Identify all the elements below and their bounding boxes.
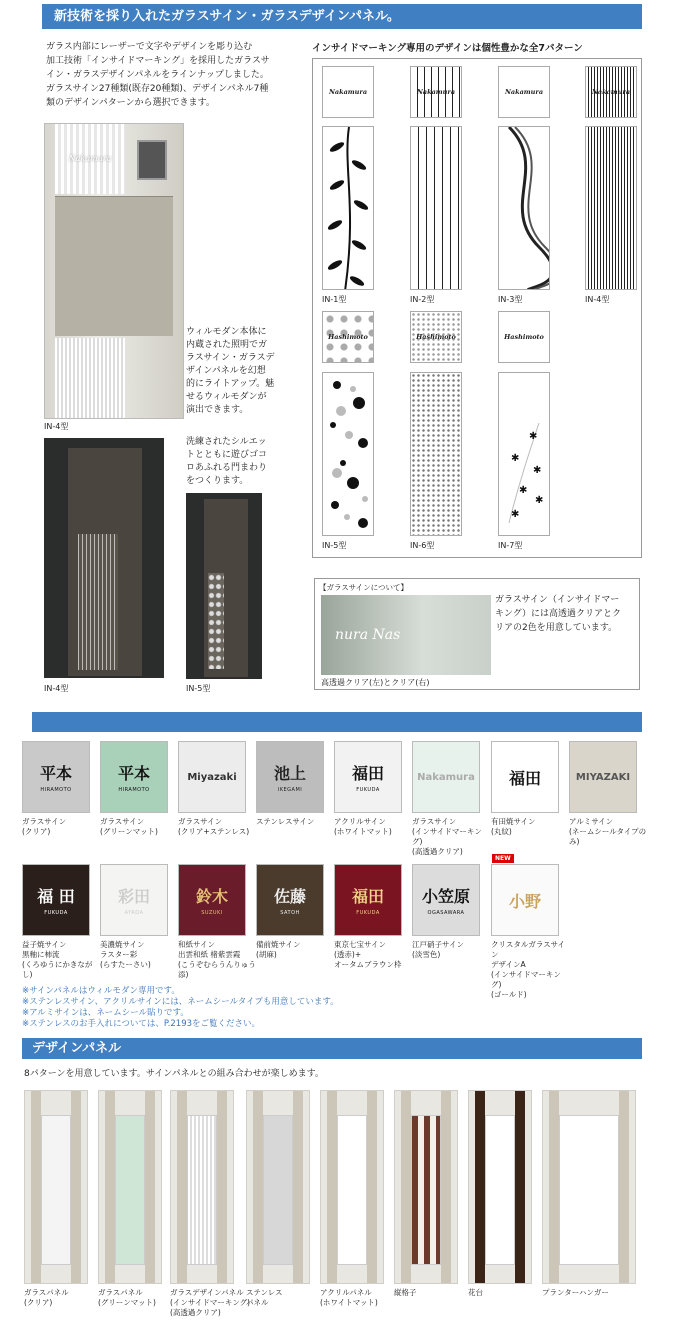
pattern-in3-sign: Nakamura [498,66,550,118]
note-line: ロあふれる門まわり [186,463,268,473]
sign-label-line: (クリア) [22,827,51,836]
sign-label-line: アクリルサイン [334,817,386,826]
sign-label-line: ラスター彩 [100,950,138,959]
glass-sign-title: 【ガラスサインについて】 [319,583,408,592]
sign-label-line: アルミサイン [569,817,614,826]
sign-label-line: (ホワイトマット) [334,827,392,836]
panel-post [217,1091,227,1284]
panel-post [293,1091,303,1284]
sign-sample [412,741,480,813]
note-line: ラスサイン・ガラスデ [186,353,275,363]
design-panel-sample [542,1090,636,1284]
sign-label-line: (インサイドマーキング) [412,827,482,846]
glass-panel-top [55,124,125,194]
intro-line: ガラス内部にレーザーで文字やデザインを彫り込む [46,42,253,52]
leaf-pattern-icon [323,127,374,290]
sign-name-text: 平本 [117,764,150,783]
sign-label-line: 和紙サイン [178,940,215,949]
sign-romaji-text: HIRAMOTO [40,787,72,793]
intro-line: 加工技術「インサイドマーキング」を採用したガラスサ [46,56,270,66]
sign-name-text: 福 田 [37,887,75,906]
panel-post [367,1091,377,1284]
sign-label-line: (ゴールド) [491,990,527,999]
sign-label-line: 出雲和紙 楮紫雲霞 [178,950,241,959]
pattern-in5-sign: Hashimoto [322,311,374,363]
page-header: 新技術を採り入れたガラスサイン・ガラスデザインパネル。 [42,4,642,29]
panel-insert [187,1115,217,1265]
glass-sign-caption: 高透過クリア(左)とクリア(右) [321,678,430,687]
new-badge: NEW [492,854,514,863]
night-photo-in5-caption: IN-5型 [186,684,211,693]
sign-romaji-text: AYADA [124,910,144,916]
note-line: ※サインパネルはウィルモダン専用です。 [22,986,180,996]
mailbox [55,196,173,336]
intro-text [46,40,282,110]
sign-label [334,817,414,837]
pattern-in3-panel [498,126,550,290]
design-panel-label-line: 縦格子 [394,1288,417,1297]
design-panel-label-line: ステンレス [246,1288,283,1297]
sign-name-text: 福田 [508,768,541,788]
panel-insert [115,1115,145,1265]
design-panel-label-line: 花台 [468,1288,483,1297]
design-panel-sample [320,1090,384,1284]
notes [22,986,339,1030]
panel-insert [559,1115,619,1265]
sign-label [178,817,258,837]
pattern-label: IN-3型 [498,295,523,304]
design-panel-label-line: (クリア) [24,1298,53,1307]
note-line: ※ステンレスのお手入れについては、P.2193をご覧ください。 [22,1019,261,1029]
sign-label [412,817,492,857]
sign-name-text: Miyazaki [187,771,237,783]
sign-sample [178,864,246,936]
sign-sample [100,864,168,936]
sign-romaji-text: FUKUDA [44,910,68,916]
intro-line: 類のデザインパターンから選択できます。 [46,98,215,108]
note-line: 洗練されたシルエッ [186,437,267,447]
pattern-label: IN-7型 [498,541,523,550]
sign-label [100,817,180,837]
sign-name-text: 福田 [351,887,384,906]
design-panel-label-line: (グリーンマット) [98,1298,156,1307]
sign-label-line: ガラスサイン [412,817,457,826]
sign-label-line: (らすたーさい) [100,960,151,969]
panel-post [401,1091,411,1284]
sign-label-line: (こうぞむらうんりゅう添) [178,960,256,979]
pattern-in6-sign: Hashimoto [410,311,462,363]
sign-sample [256,741,324,813]
design-panel-label-line: プランターハンガー [542,1288,609,1297]
panel-insert [263,1115,293,1265]
design-panel-title: デザインパネル [22,1038,642,1059]
sign-label-line: (グリーンマット) [100,827,158,836]
panel-post [177,1091,187,1284]
sign-label [100,940,180,970]
panel-insert [485,1115,515,1265]
section-bar [32,712,642,732]
lit-glass-panel [78,534,118,670]
pattern-in2-sign: Nakamura [410,66,462,118]
sign-label [178,940,258,980]
sign-name-text: 佐藤 [273,887,306,906]
pattern-in4-sign: Nakamura [585,66,637,118]
sign-label [22,940,102,980]
pattern-in1-panel [322,126,374,290]
design-panel-label [542,1288,609,1298]
sign-name-text: 鈴木 [195,887,228,906]
sign-label-line: ステンレスサイン [256,817,315,826]
intercom [137,140,167,180]
panel-post [549,1091,559,1284]
design-panel-sample [24,1090,88,1284]
panel-post [475,1091,485,1284]
svg-text:✱: ✱ [529,431,538,442]
sign-label-line: 黒釉に柿流 [22,950,60,959]
sign-sample [256,864,324,936]
sign-label [412,940,492,960]
sign-name-text: 池上 [273,764,306,783]
pattern-in6-panel [410,372,462,536]
svg-text:✱: ✱ [511,509,520,520]
note-line: せるウィルモダンが [186,392,267,402]
main-photo-caption: IN-4型 [44,422,69,431]
pattern-label: IN-1型 [322,295,347,304]
glass-sign-sample-photo: nura Nas [321,595,491,675]
sign-romaji-text: FUKUDA [356,910,380,916]
sign-sample [22,741,90,813]
sign-name-text: 平本 [39,764,72,783]
sign-romaji-text: IKEGAMI [277,787,303,793]
panel-post [515,1091,525,1284]
note-line: をつくります。 [186,476,249,486]
sign-sample [22,864,90,936]
design-panel-sample [98,1090,162,1284]
sign-romaji-text: SUZUKI [201,910,223,916]
panel-post [71,1091,81,1284]
sign-sample [491,741,559,813]
svg-text:✱: ✱ [533,465,542,476]
sign-label-line: ガラスサイン [178,817,223,826]
sign-romaji-text: HIRAMOTO [118,787,150,793]
sign-label-line: オータムブラウン枠 [334,960,402,969]
sign-name-text: Nakamura [417,771,475,783]
intro-line: イン・ガラスデザインパネルをラインナップしました。 [46,70,269,80]
sign-label [569,817,649,847]
sign-label-line: (透赤)+ [334,950,362,959]
panel-insert [337,1115,367,1265]
note-line: 的にライトアップ。魅 [186,379,275,389]
sign-label-line: 美濃焼サイン [100,940,145,949]
design-panel-label [394,1288,417,1298]
pattern-in7-sign: Hashimoto [498,311,550,363]
design-panel-label [468,1288,483,1298]
sign-label-line: (くろゆうにかきながし) [22,960,93,979]
sign-sample [569,741,637,813]
night-photo-in4 [44,438,164,678]
sign-name-text: 彩田 [117,887,150,906]
sign-sample [334,864,402,936]
panel-post [441,1091,451,1284]
sign-label-line: デザインA [491,960,526,969]
wave-pattern-icon [499,127,550,290]
sign-name-text: 小笠原 [421,887,470,906]
design-panel-label [98,1288,156,1308]
design-panel-sample [468,1090,532,1284]
glass-sign-description [495,593,635,635]
pattern-label: IN-4型 [585,295,610,304]
note-line: ※アルミサインは、ネームシール貼りです。 [22,1008,189,1018]
sign-label-line: ガラスサイン [100,817,145,826]
pattern-in7-panel [498,372,550,536]
panel-post [253,1091,263,1284]
lighting-note [186,326,282,417]
design-panel-sample [170,1090,234,1284]
sign-romaji-text: SATOH [280,910,300,916]
sign-label-line: 益子焼サイン [22,940,67,949]
intro-line: ガラスサイン27種類(既存20種類)、デザインパネル7種 [46,84,269,94]
sign-label-line: (淡雪色) [412,950,441,959]
sign-label-line: 東京七宝サイン [334,940,386,949]
sign-name-text: 小野 [508,891,541,911]
design-panel-sample [246,1090,310,1284]
design-panel-label-line: ガラスパネル [98,1288,143,1297]
design-panel-label [320,1288,378,1308]
main-product-photo [44,123,184,419]
pattern-label: IN-2型 [410,295,435,304]
design-panel-label [170,1288,250,1318]
note-line: トとともに遊びゴコ [186,450,268,460]
sign-sample [100,741,168,813]
pattern-in1-sign: Nakamura [322,66,374,118]
dot-pattern-icon [323,373,374,536]
sign-romaji-text: OGASAWARA [427,910,465,916]
svg-text:✱: ✱ [519,485,528,496]
sign-label-line: 備前焼サイン [256,940,301,949]
panel-post [105,1091,115,1284]
note-line: ウィルモダン本体に [186,327,267,337]
pattern-in4-panel [585,126,637,290]
sign-label [491,817,571,837]
patterns-title: インサイドマーキング専用のデザインは個性豊かな全7パターン [312,43,583,54]
svg-text:✱: ✱ [511,453,520,464]
pattern-in5-panel [322,372,374,536]
flower-pattern-icon [499,373,550,536]
design-panel-label-line: ガラスパネル [24,1288,69,1297]
design-panel-label-line: (ホワイトマット) [320,1298,378,1307]
desc-line: キング）には高透過クリアとク [495,609,622,619]
sign-romaji-text: FUKUDA [356,787,380,793]
design-panel-sample [394,1090,458,1284]
glass-sign-info [314,578,640,690]
sign-label [256,817,336,827]
sign-label-line: 有田焼サイン [491,817,536,826]
pattern-label: IN-6型 [410,541,435,550]
sign-sample [491,864,559,936]
panel-post [619,1091,629,1284]
design-panel-label-line: (インサイドマーキング) [170,1298,251,1307]
desc-line: ガラスサイン（インサイドマー [495,595,620,605]
sign-label-line: (胡麻) [256,950,277,959]
sign-label-line: クリスタルガラスサイン [491,940,565,959]
design-panel-label-line: ガラスデザインパネル [170,1288,244,1297]
sign-label [334,940,414,970]
panel-post [145,1091,155,1284]
design-panel-label [246,1288,283,1308]
pattern-in2-panel [410,126,462,290]
sign-name-text: Nakamura [68,154,112,163]
sign-label-line: 江戸硝子サイン [412,940,464,949]
sign-sample [178,741,246,813]
sign-label-line: (丸紋) [491,827,512,836]
night-photo-in4-caption: IN-4型 [44,684,69,693]
svg-text:✱: ✱ [535,495,544,506]
sign-name-text: MIYAZAKI [575,771,631,783]
design-panel-label [24,1288,69,1308]
panel-insert [411,1115,441,1265]
night-photo-in5 [186,493,262,679]
glass-panel-bottom [55,338,125,418]
panel-post [327,1091,337,1284]
desc-line: リアの2色を用意しています。 [495,623,618,633]
design-panel-label-line: アクリルパネル [320,1288,372,1297]
design-panel-subtitle: 8パターンを用意しています。サインパネルとの組み合わせが楽しめます。 [24,1069,324,1079]
sign-label-line: ガラスサイン [22,817,67,826]
panel-insert [41,1115,71,1265]
sign-label-line: (ネームシールタイプのみ) [569,827,647,846]
sign-sample [412,864,480,936]
pattern-label: IN-5型 [322,541,347,550]
sign-label [256,940,336,960]
design-panel-label-line: パネル [246,1298,269,1307]
note-line: 内蔵された照明でガ [186,340,268,350]
sign-label-line: (高透過クリア) [412,847,463,856]
note-line: 演出できます。 [186,405,249,415]
lit-dotted-panel [208,573,224,669]
note-line: ※ステンレスサイン、アクリルサインには、ネームシールタイプも用意しています。 [22,997,339,1007]
design-panel-label-line: (高透過クリア) [170,1308,221,1317]
note-line: ザインパネルを幻想 [186,366,266,376]
sign-name-text: 福田 [351,764,384,783]
sign-label-line: (クリア+ステンレス) [178,827,250,836]
sign-label [22,817,102,837]
panel-post [31,1091,41,1284]
silhouette-note [186,436,286,488]
sign-sample [334,741,402,813]
sign-label-line: (インサイドマーキング) [491,970,561,989]
sign-label [491,940,571,1000]
